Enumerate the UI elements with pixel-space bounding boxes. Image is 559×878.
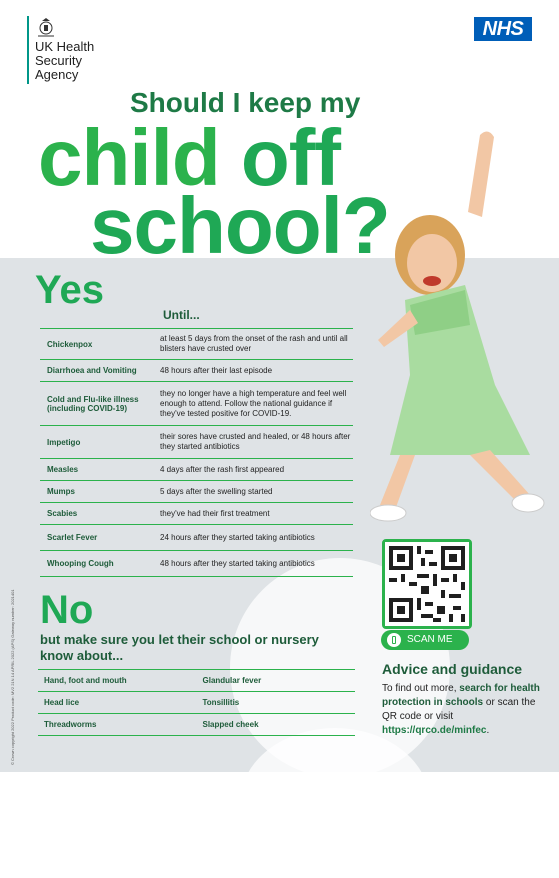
condition-cell: Cold and Flu-like illness (including COVID-19) — [47, 394, 139, 413]
condition-cell: Hand, foot and mouth — [44, 676, 127, 685]
condition-cell: Scabies — [47, 509, 78, 518]
jumping-girl-photo — [370, 125, 555, 530]
agency-line-1: UK Health — [35, 39, 95, 54]
table-row — [40, 480, 353, 502]
no-heading: No — [40, 588, 94, 632]
royal-crest-icon — [35, 16, 57, 38]
scan-me-button[interactable] — [381, 630, 469, 650]
qr-code[interactable] — [382, 539, 472, 629]
advice-search-phrase: search for health protection in schools — [382, 683, 540, 708]
until-cell: they no longer have a high temperature and feel well enough to attend. Follow the national guidance if they've tested positive for COVID-19. — [160, 388, 347, 418]
until-cell: 4 days after the rash first appeared — [160, 464, 285, 474]
advice-text-part: or scan the QR code or visit — [382, 697, 536, 722]
condition-cell: Impetigo — [47, 437, 81, 447]
table-row — [40, 524, 353, 550]
until-cell: 48 hours after their last episode — [160, 365, 273, 375]
advice-heading: Advice and guidance — [382, 661, 523, 677]
table-row — [38, 691, 355, 713]
copyright-notice — [7, 500, 17, 765]
table-row — [40, 359, 353, 381]
exclusion-table — [40, 328, 353, 577]
table-row — [40, 550, 353, 577]
agency-line-2: Security — [35, 53, 82, 68]
condition-cell: Tonsillitis — [202, 698, 240, 707]
advice-link[interactable]: https://qrco.de/minfec — [382, 725, 487, 736]
no-subheading: but make sure you let their school or nursery know about... — [40, 632, 319, 663]
logo-rule — [27, 16, 29, 84]
title-line-3: school? — [90, 181, 390, 270]
copyright-text: © Crown copyright 2022 Product code: MV2 21N 14 APRIL 2022 (APS) Gateway number: 2021401 — [10, 589, 15, 765]
advice-text-part: . — [486, 725, 490, 736]
agency-line-3: Agency — [35, 67, 79, 82]
table-row — [38, 713, 355, 736]
nhs-logo: NHS — [474, 17, 532, 41]
until-cell: their sores have crusted and healed, or 48 hours after they started antibiotics — [160, 432, 351, 451]
advice-text — [382, 682, 552, 738]
qr-code-icon — [385, 542, 469, 626]
condition-cell: Measles — [47, 465, 79, 474]
condition-cell: Chickenpox — [47, 339, 93, 349]
ukhsa-logo — [27, 16, 137, 88]
yes-heading: Yes — [35, 268, 104, 312]
until-cell: at least 5 days from the onset of the rash and until all blisters have crusted over — [160, 334, 348, 353]
decorative-swirl — [240, 728, 430, 878]
condition-cell: Mumps — [47, 487, 75, 496]
table-row — [38, 669, 355, 691]
condition-cell: Head lice — [44, 698, 80, 707]
phone-icon — [387, 633, 401, 647]
until-cell: 5 days after the swelling started — [160, 486, 273, 496]
advice-text-part: To find out more, — [382, 683, 460, 694]
table-row — [40, 381, 353, 425]
until-column-header: Until... — [163, 308, 200, 322]
notify-conditions-table — [38, 669, 355, 736]
until-cell: they've had their first treatment — [160, 508, 270, 518]
table-row — [40, 328, 353, 359]
until-cell: 48 hours after they started taking antibiotics — [160, 558, 315, 568]
scan-me-label: SCAN ME — [407, 634, 453, 645]
condition-cell: Glandular fever — [202, 676, 262, 685]
condition-cell: Threadworms — [44, 720, 97, 729]
title-word-off: off — [219, 113, 341, 202]
condition-cell: Diarrhoea and Vomiting — [47, 366, 137, 375]
until-cell: 24 hours after they started taking antibiotics — [160, 532, 315, 542]
condition-cell: Whooping Cough — [47, 559, 114, 568]
title-line-1: Should I keep my — [130, 87, 361, 118]
condition-cell: Scarlet Fever — [47, 533, 98, 542]
table-row — [40, 458, 353, 480]
table-row — [40, 425, 353, 458]
condition-cell: Slapped cheek — [202, 720, 259, 729]
table-row — [40, 502, 353, 524]
title-word-child: child — [38, 113, 220, 202]
agency-name — [35, 40, 135, 82]
